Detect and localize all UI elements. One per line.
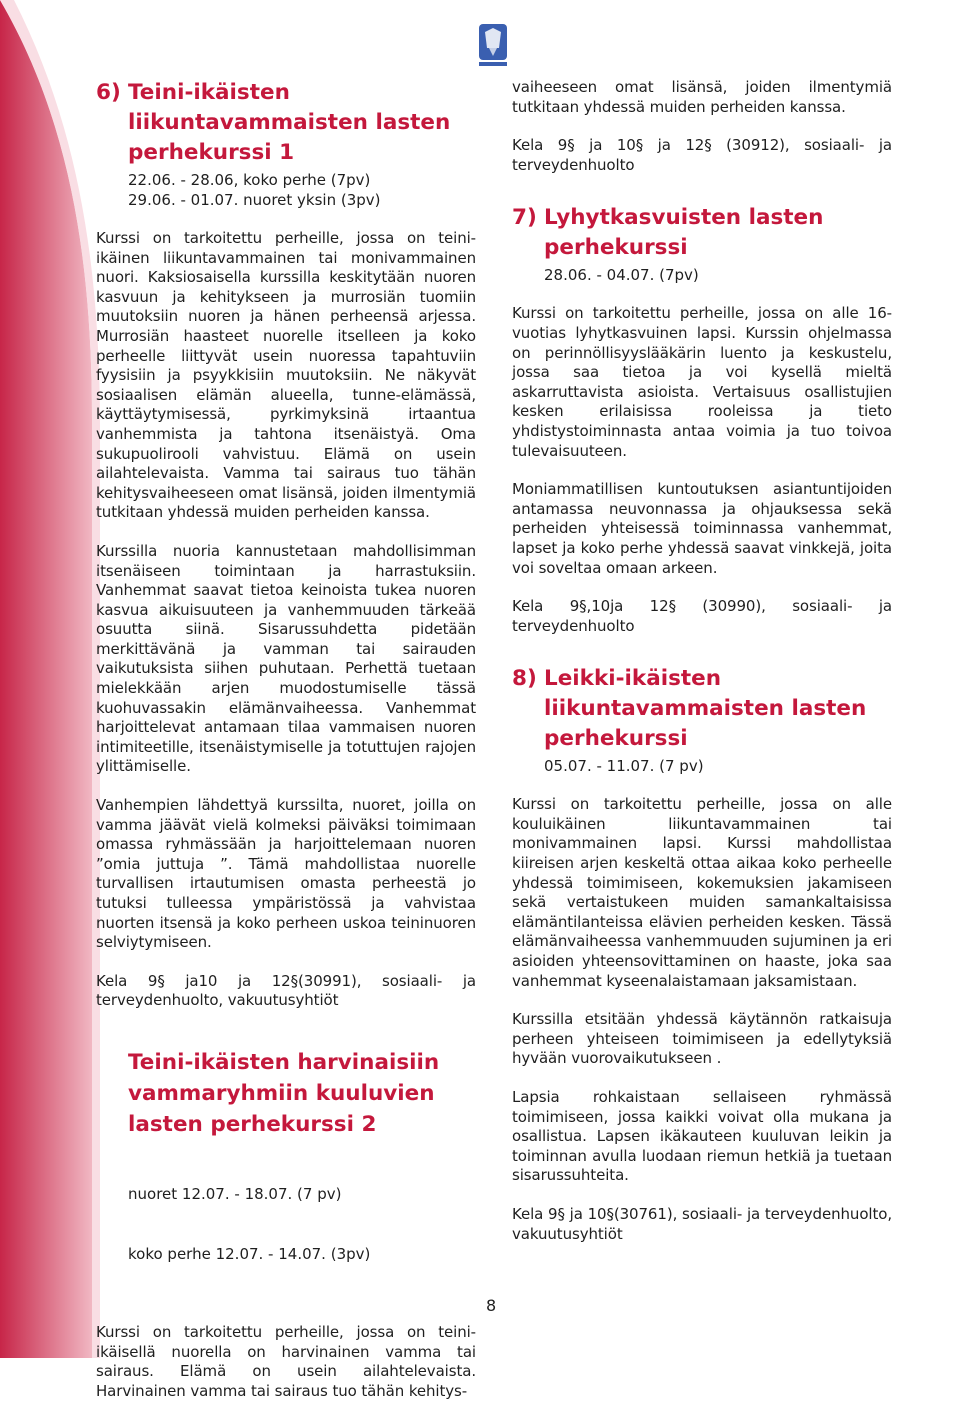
course-8-paragraph-3: Lapsia rohkaistaan sellaiseen ryhmässä toimimiseen, jossa kaikki voivat olla mukana ja osallistua. Lapsen ikäkauteen kuuluvan leikin ja toiminnan avulla luodaan riemun hetkiä ja tuetaan sisarussuhteita.: [512, 1088, 892, 1185]
course-2-dates: nuoret 12.07. - 18.07. (7 pv) koko perhe 12.07. - 14.07. (3pv): [128, 1184, 371, 1263]
course-7-paragraph-2: Moniammatillisen kuntoutuksen asiantuntijoiden antamassa neuvonnassa ja ohjauksessa sekä perheiden yhteisessä toiminnassa vanhemmat, lapset ja koko perhe yhdessä saavat vinkkejä, joita voi soveltaa omaan arkeen.: [512, 480, 892, 577]
subheading-course-2: Teini-ikäisten harvinaisiin vammaryhmiin kuuluvien lasten perhekurssi 2: [128, 1049, 440, 1137]
course-6-funding: Kela 9§ ja10 ja 12§(30991), sosiaali- ja terveydenhuolto, vakuutusyhtiöt: [96, 971, 476, 1010]
course-6-description: Kurssi on tarkoitettu perheille, jossa on teini-ikäinen liikuntavammainen tai monivammainen nuori. Kaksiosaisella kurssilla keskitytään nuoren kasvuun ja kehitykseen ja murrosiän tuomiin muutoksiin nuoren ja hänen perheensä arjessa. Murrosiän haasteet nuorelle itselleen ja koko perheelle liittyvät usein nuoressa tapahtuviin fyysisiin ja psyykkisiin muutoksiin. Ne näkyvät sosiaalisen elämän alueella, tunne-elämässä, käyttäytymisessä, pyrkimyksinä irtaantua vanhemmista ja tahtona itsenäistyä. Oma sukupuolirooli vahvistuu. Elämä on usein ailahtelevaista. Vamma tai sairaus tuo tähän kehitysvaiheeseen omat lisänsä, joiden ilmentymiä tutkitaan yhdessä muiden perheiden kanssa.: [96, 229, 476, 522]
course-8-description: Kurssi on tarkoitettu perheille, jossa on alle kouluikäinen liikuntavammainen tai monivammainen lapsi. Kurssi mahdollistaa kiireisen arjen keskeltä ottaa aikaa koko perheelle yhdessä toimimiseen, kokemuksien jakamiseen sekä vertaistukeen muiden samankaltaisissa elämäntilanteissa elävien perheiden kesken. Tässä elämänvaiheessa vanhemmuuden sujuminen ja eri asioiden yhteensovittaminen on haaste, joka saa vanhemmat kyseenalaistamaan jaksamistaan.: [512, 795, 892, 990]
course-1-funding: Kela 9§ ja 10§ ja 12§ (30912), sosiaali- ja terveydenhuolto: [512, 136, 892, 174]
course-7-description: Kurssi on tarkoitettu perheille, jossa on alle 16-vuotias lyhytkasvuinen lapsi. Kurssin ohjelmassa on perinnöllisyyslääkärin luento ja keskustelu, jossa saa tietoa ja voi kysellä mieltä askarruttavista asioista. Vertaisuus osallistujien kesken erilaisissa rooleissa ja tieto yhdistystoiminnasta antaa voimia ja tuo toivoa tulevaisuuteen.: [512, 304, 892, 460]
heading-course-8-text: Leikki-ikäisten liikuntavammaisten lasten perhekurssi: [544, 666, 867, 752]
course-7-dates: 28.06. - 04.07. (7pv): [544, 266, 699, 285]
course-8-dates: 05.07. - 11.07. (7 pv): [544, 757, 704, 776]
heading-course-7: 7) Lyhytkasvuisten lasten perhekurssi: [512, 203, 892, 263]
course-8-funding: Kela 9§ ja 10§(30761), sosiaali- ja terveydenhuolto, vakuutusyhtiöt: [512, 1204, 892, 1243]
organization-logo-icon: [475, 18, 511, 70]
heading-course-7-text: Lyhytkasvuisten lasten perhekurssi: [544, 205, 824, 261]
continued-paragraph: vaiheeseen omat lisänsä, joiden ilmentymiä tutkitaan yhdessä muiden perheiden kanssa.: [512, 78, 892, 116]
course-6-dates: 22.06. - 28.06, koko perhe (7pv) 29.06. - 01.07. nuoret yksin (3pv): [128, 171, 381, 209]
heading-course-8: 8) Leikki-ikäisten liikuntavammaisten lasten perhekurssi: [512, 664, 892, 754]
course-8-paragraph-2: Kurssilla etsitään yhdessä käytännön ratkaisuja perheen yhteiseen toimimiseen ja edellytyksiä hyvään vuorovaikutukseen .: [512, 1010, 892, 1068]
left-column: [96, 78, 476, 1401]
course-2-description: Kurssi on tarkoitettu perheille, jossa on teini-ikäisellä nuorella on harvinainen vamma tai sairaus. Elämä on usein ailahtelevaista. Harvinainen vamma tai sairaus tuo tähän kehitys-: [96, 1322, 476, 1400]
heading-course-6: 6) Teini-ikäisten liikuntavammaisten lasten perhekurssi 1: [96, 78, 476, 168]
course-6-paragraph-2: Kurssilla nuoria kannustetaan mahdollisimman itsenäiseen toimintaan ja harrastuksiin. Vanhemmat saavat tietoa keinoista tukea nuoren kasvua aikuisuuteen ja vanhemmuuden tärkeää osuutta siinä. Sisarussuhdetta pidetään merkittävänä ja vamman tai sairauden vaikutuksista siihen puhutaan. Perhettä tuetaan mielekkään arjen muodostumiselle tässä kuohuvassakin elämänvaiheessa. Vanhemmat harjoittelevat antamaan tilaa vammaisen nuoren intimiteetille, itsenäistymiselle ja totuttujen rajojen ylittämiselle.: [96, 541, 476, 776]
right-column: [512, 78, 892, 1244]
page-number: 8: [486, 1296, 497, 1315]
heading-course-6-text: Teini-ikäisten liikuntavammaisten lasten perhekurssi 1: [128, 80, 451, 165]
course-7-funding: Kela 9§,10ja 12§ (30990), sosiaali- ja terveydenhuolto: [512, 597, 892, 635]
course-6-paragraph-3: Vanhempien lähdettyä kurssilta, nuoret, joilla on vamma jäävät vielä kolmeksi päiväksi toimimaan omassa ryhmässään ja harjoittelemaan nuoren ”omia juttuja ”. Tämä mahdollistaa nuorelle turvallisen irtautumisen omasta perheestä jo tutuksi tulleessa ympäristössä ja vahvistaa nuorten itsensä ja koko perheen uskoa teininuoren selviytymiseen.: [96, 796, 476, 952]
